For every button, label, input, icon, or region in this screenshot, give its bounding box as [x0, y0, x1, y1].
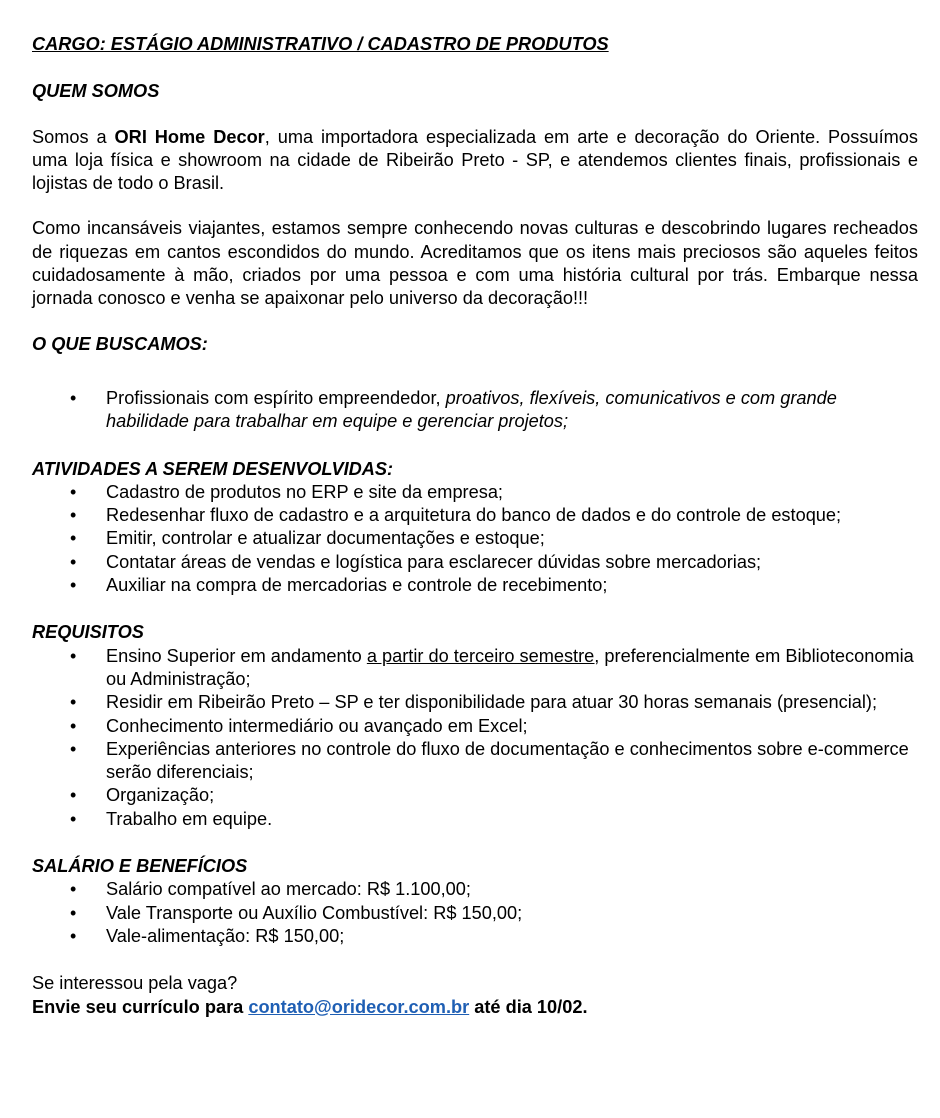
- bullet-icon: •: [70, 551, 77, 572]
- heading-salario: SALÁRIO E BENEFÍCIOS: [32, 856, 248, 877]
- bullet-icon: •: [70, 879, 77, 900]
- about-paragraph-2: Como incansáveis viajantes, estamos sempre conhecendo novas culturas e descobrindo lugares recheados de riquezas em cantos escondidos do mundo. Acreditamos que os itens mais preciosos são aqueles feitos cuidadosamente à mão, criados por uma pessoa e com uma história cultural por trás. Embarque nessa jornada conosco e venha se apaixonar pelo universo da decoração!!!: [32, 218, 918, 309]
- document: [32, 33, 918, 1019]
- job-title: CARGO: ESTÁGIO ADMINISTRATIVO / CADASTRO DE PRODUTOS: [32, 34, 609, 54]
- bullet-icon: •: [70, 715, 77, 736]
- list-item: • Experiências anteriores no controle do fluxo de documentação e conhecimentos sobre e-commerce serão diferenciais;: [70, 738, 909, 783]
- list-item: • Emitir, controlar e atualizar documentações e estoque;: [32, 527, 918, 550]
- list-item: • Conhecimento intermediário ou avançado em Excel;: [32, 715, 918, 738]
- requisitos-list: [32, 645, 918, 831]
- closing-question: Se interessou pela vaga?: [32, 973, 238, 994]
- bullet-icon: •: [70, 575, 77, 596]
- list-item: • Residir em Ribeirão Preto – SP e ter disponibilidade para atuar 30 horas semanais (presencial);: [32, 691, 918, 714]
- email-link[interactable]: contato@oridecor.com.br: [248, 996, 470, 1017]
- list-item: • Redesenhar fluxo de cadastro e a arquitetura do banco de dados e do controle de estoque;: [32, 504, 918, 527]
- bullet-icon: •: [70, 925, 77, 946]
- salario-list: [32, 878, 918, 948]
- heading-requisitos: REQUISITOS: [32, 622, 144, 643]
- bullet-icon: •: [70, 808, 77, 829]
- heading-quem-somos: QUEM SOMOS: [32, 81, 160, 102]
- list-item: • Auxiliar na compra de mercadorias e controle de recebimento;: [32, 574, 918, 597]
- heading-atividades: ATIVIDADES A SEREM DESENVOLVIDAS:: [32, 458, 394, 479]
- heading-o-que-buscamos: O QUE BUSCAMOS:: [32, 333, 208, 354]
- bullet-icon: •: [70, 387, 77, 408]
- list-item: • Profissionais com espírito empreendedor, proativos, flexíveis, comunicativos e com grande habilidade para trabalhar em equipe e gerenciar projetos;: [70, 387, 837, 432]
- brand-name: ORI Home Decor: [114, 126, 265, 147]
- list-item: • Vale Transporte ou Auxílio Combustível: R$ 150,00;: [32, 902, 918, 925]
- list-item: • Trabalho em equipe.: [32, 808, 918, 831]
- atividades-list: [32, 481, 918, 597]
- bullet-icon: •: [70, 528, 77, 549]
- bullet-icon: •: [70, 785, 77, 806]
- bullet-icon: •: [70, 505, 77, 526]
- list-item: • Cadastro de produtos no ERP e site da empresa;: [32, 481, 918, 504]
- bullet-icon: •: [70, 645, 77, 666]
- buscamos-list: [32, 387, 918, 434]
- list-item: • Organização;: [32, 784, 918, 807]
- about-paragraph-1: Somos a ORI Home Decor, uma importadora especializada em arte e decoração do Oriente. Possuímos uma loja física e showroom na cidade de Ribeirão Preto - SP, e atendemos clientes finais, profissionais e lojistas de todo o Brasil.: [32, 126, 919, 194]
- list-item: • Ensino Superior em andamento a partir do terceiro semestre, preferencialmente em Biblioteconomia ou Administração;: [70, 645, 914, 689]
- list-item: • Salário compatível ao mercado: R$ 1.100,00;: [32, 878, 918, 901]
- list-item: • Contatar áreas de vendas e logística para esclarecer dúvidas sobre mercadorias;: [32, 551, 918, 574]
- bullet-icon: •: [70, 481, 77, 502]
- closing-instruction: Envie seu currículo para contato@oridecor.com.br até dia 10/02.: [32, 996, 588, 1017]
- bullet-icon: •: [70, 738, 77, 759]
- bullet-icon: •: [70, 902, 77, 923]
- bullet-icon: •: [70, 692, 77, 713]
- list-item: • Vale-alimentação: R$ 150,00;: [32, 925, 918, 948]
